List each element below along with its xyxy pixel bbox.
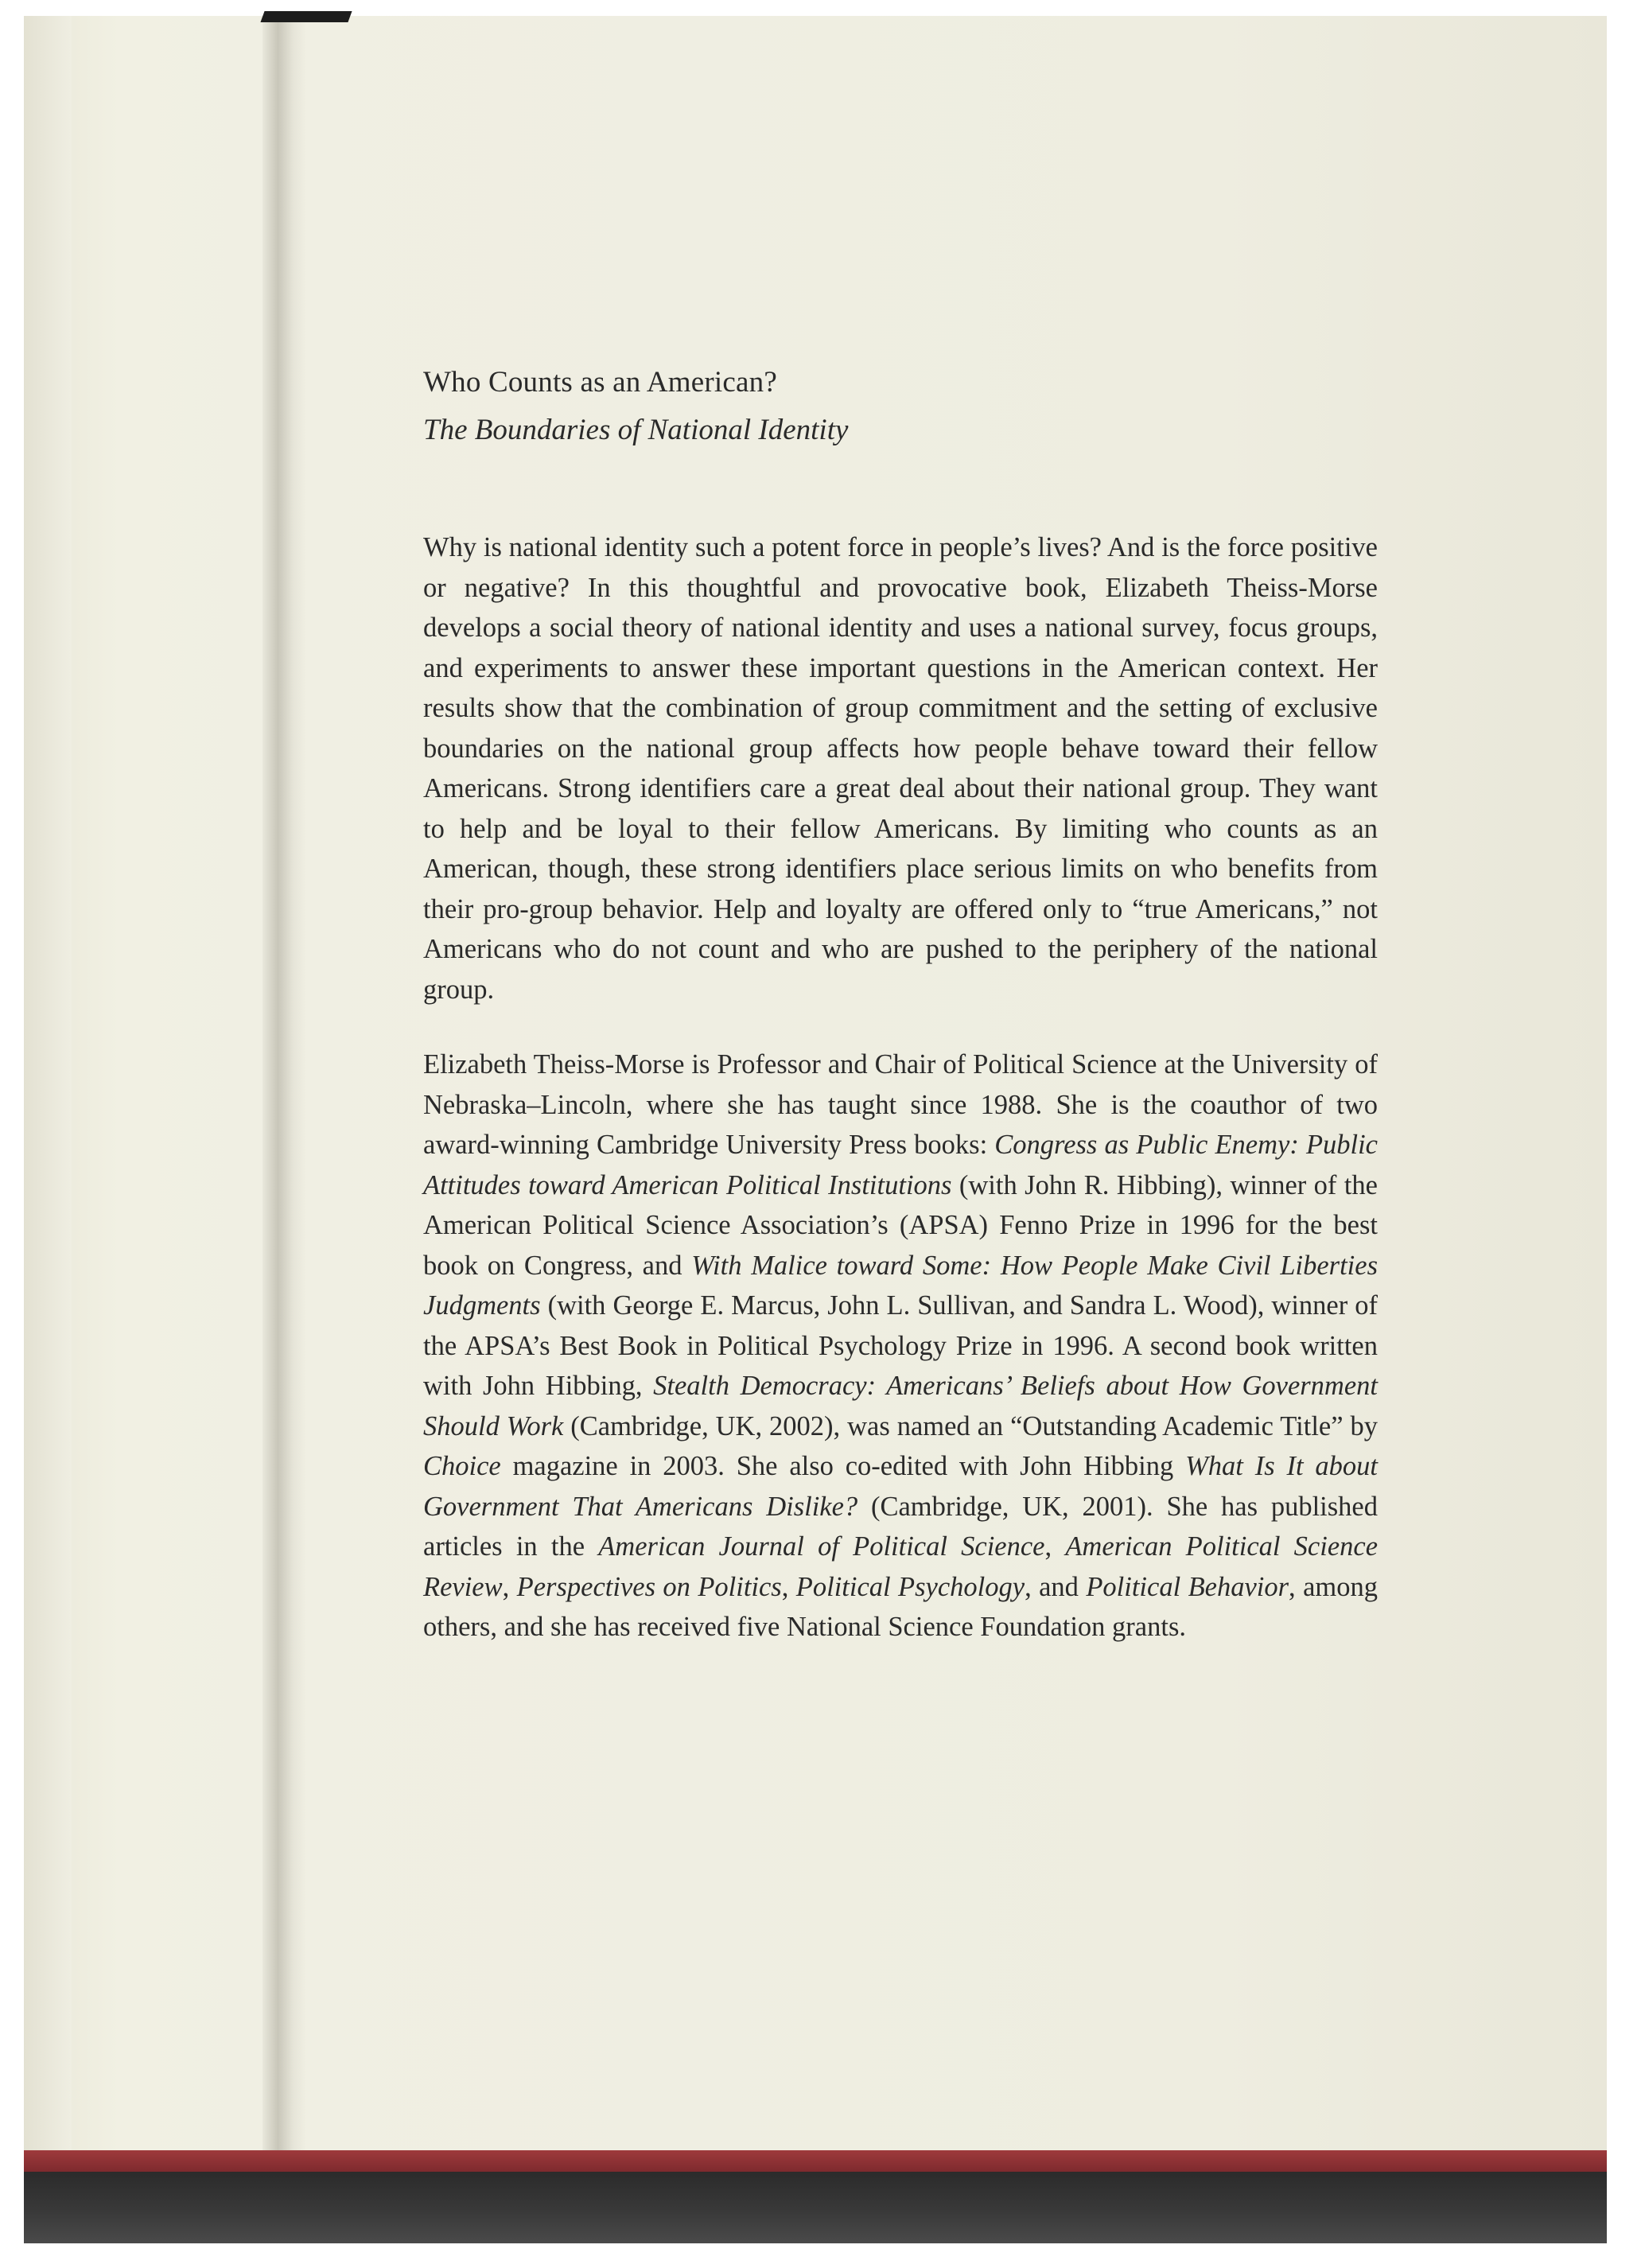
scan-edge-shadow: [260, 11, 352, 22]
book-title-dislike: What Is It about Government That Americans Dislike?: [423, 1451, 1378, 1522]
journal-political-psychology: Political Psychology: [795, 1571, 1025, 1602]
bio-text: (with John R. Hibbing), winner of the American Political Science Association’s (APSA) Fenno Prize in 1996 for the best book on Congress, and: [423, 1169, 1378, 1281]
magazine-choice: Choice: [423, 1451, 501, 1481]
separator: , and: [1025, 1571, 1087, 1602]
bio-text: Elizabeth Theiss-Morse is Professor and Chair of Political Science at the University of Nebraska–Lincoln, where she has taught since 1988. She is the coauthor of two award-winning Cambridge University Press books:: [423, 1049, 1378, 1160]
separator: ,: [781, 1571, 796, 1602]
book-title-stealth: Stealth Democracy: Americans’ Beliefs about How Government Should Work: [423, 1371, 1378, 1441]
author-bio-paragraph: [423, 1045, 1378, 1648]
book-title-congress: Congress as Public Enemy: Public Attitudes toward American Political Institutions: [423, 1130, 1378, 1200]
bio-text: (with George E. Marcus, John L. Sullivan, and Sandra L. Wood), winner of the APSA’s Best Book in Political Psychology Prize in 1996. A second book written with John Hibbing,: [423, 1290, 1378, 1401]
cover-spine-red-edge: [24, 2150, 1607, 2172]
bio-text: , among others, and she has received five National Science Foundation grants.: [423, 1571, 1378, 1642]
bio-text: (Cambridge, UK, 2001). She has published articles in the: [423, 1491, 1378, 1562]
journal-ajps: American Journal of Political Science: [598, 1531, 1045, 1562]
bio-text: (Cambridge, UK, 2002), was named an “Outstanding Academic Title” by: [563, 1410, 1378, 1441]
scanner-bed-edge: [24, 2172, 1607, 2243]
book-subtitle: The Boundaries of National Identity: [423, 414, 849, 446]
book-blurb: [423, 362, 1378, 1648]
binding-gutter-shadow: [262, 16, 306, 2164]
separator: ,: [502, 1571, 517, 1602]
separator: ,: [1044, 1531, 1066, 1562]
cover-board-edge: [24, 16, 72, 2164]
description-paragraph: Why is national identity such a potent force in people’s lives? And is the force positive or negative? In this thoughtful and provocative book, Elizabeth Theiss-Morse develops a social theory of national identity and uses a national survey, focus groups, and experiments to answer these important questions in the American context. Her results show that the combination of group commitment and the setting of exclusive boundaries on the national group affects how people behave toward their fellow Americans. Strong identifiers care a great deal about their national group. They want to help and be loyal to their fellow Americans. By limiting who counts as an American, though, these strong identifiers place serious limits on who benefits from their pro-group behavior. Help and loyalty are offered only to “true Americans,” not Americans who do not count and who are pushed to the periphery of the national group.: [423, 532, 1378, 1005]
journal-apsr: American Political Science Review: [423, 1531, 1379, 1602]
book-title: Who Counts as an American?: [423, 366, 777, 399]
book-title-malice: With Malice toward Some: How People Make Civil Liberties Judgments: [423, 1250, 1379, 1321]
bio-text: magazine in 2003. She also co-edited with John Hibbing: [500, 1451, 1186, 1481]
journal-political-behavior: Political Behavior: [1086, 1571, 1289, 1602]
journal-perspectives: Perspectives on Politics: [516, 1571, 782, 1602]
